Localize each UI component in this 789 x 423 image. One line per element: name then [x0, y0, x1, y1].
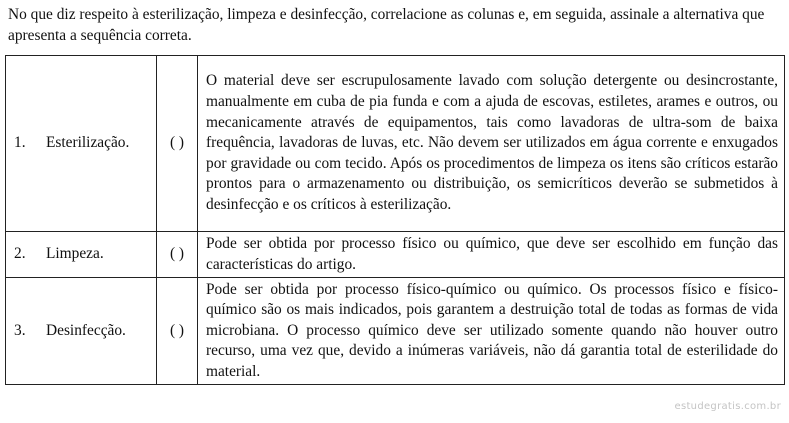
term-cell	[6, 56, 157, 232]
association-table	[5, 55, 785, 385]
question-text: No que diz respeito à esterilização, limpeza e desinfecção, correlacione as colunas e, em seguida, assinale a alternativa que apresenta a sequência correta.	[8, 6, 765, 44]
description-cell: O material deve ser escrupulosamente lavado com solução detergente ou desincrostante, manualmente em cuba de pia funda e com a ajuda de escovas, estiletes, arames e outros, ou mecanicamente através de equipamentos, tais como lavadoras de ultra-som de baixa frequência, lavadoras de luvas, etc. Não devem ser utilizados em água corrente e enxugados por gravidade ou com tecido. Após os procedimentos de limpeza os itens são críticos estarão prontos para o armazenamento ou distribuição, os semicríticos deverão se submetidos à desinfecção e os críticos à esterilização.	[198, 56, 785, 232]
term-number: 2.	[14, 245, 26, 263]
term-label: Limpeza.	[46, 245, 104, 263]
answer-blank: ( )	[157, 278, 198, 385]
table-row	[6, 278, 785, 385]
table-row	[6, 56, 785, 232]
term-cell	[6, 232, 157, 278]
term-label: Esterilização.	[46, 134, 130, 152]
term-number: 3.	[14, 321, 26, 339]
term-number: 1.	[14, 134, 26, 152]
answer-blank: ( )	[157, 56, 198, 232]
term-cell	[6, 278, 157, 385]
description-cell: Pode ser obtida por processo físico-químico ou químico. Os processos físico e físico-químico são os mais indicados, pois garantem a destruição total de todas as formas de vida microbiana. O processo químico deve ser utilizado somente quando não houver outro recurso, uma vez que, devido a inúmeras variáveis, não dá garantia total de esterilidade do material.	[198, 278, 785, 385]
description-cell: Pode ser obtida por processo físico ou químico, que deve ser escolhido em função das características do artigo.	[198, 232, 785, 278]
answer-blank: ( )	[157, 232, 198, 278]
site-watermark: estudegratis.com.br	[674, 401, 781, 412]
term-label: Desinfecção.	[46, 321, 126, 339]
table-row	[6, 232, 785, 278]
